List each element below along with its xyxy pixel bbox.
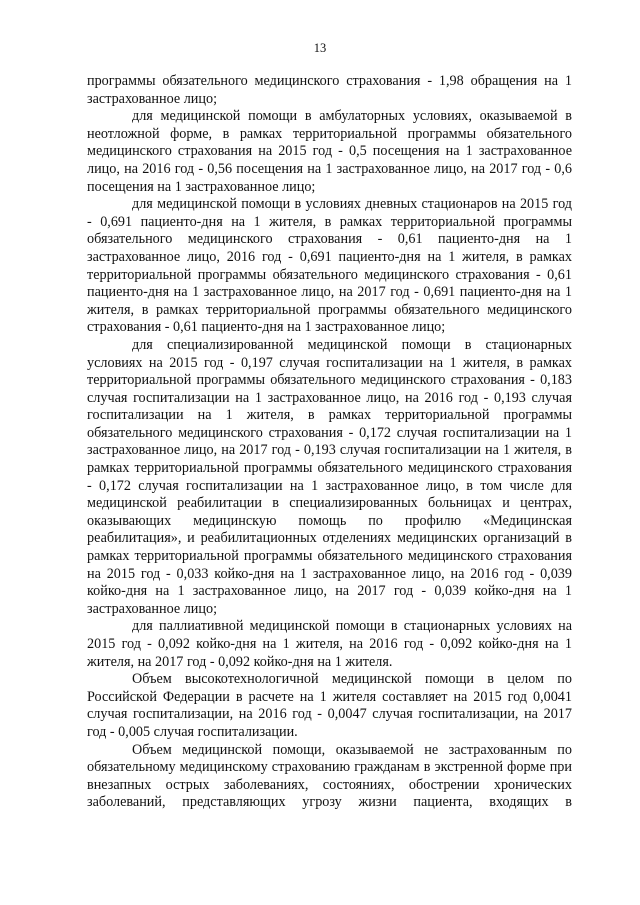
paragraph-palliative-care: для паллиативной медицинской помощи в стационарных условиях на 2015 год - 0,092 койко-дня на 1 жителя, на 2016 год - 0,092 койко-дня на 1 жителя, на 2017 год - 0,092 койко-дня на 1 жителя. <box>87 618 572 670</box>
body-text <box>87 73 572 812</box>
paragraph-ambulatory-continuation: программы обязательного медицинского страхования - 1,98 обращения на 1 застрахованное лицо; <box>87 73 572 107</box>
paragraph-specialized-inpatient: для специализированной медицинской помощи в стационарных условиях на 2015 год - 0,197 случая госпитализации на 1 жителя, в рамках территориальной программы обязательного медицинского страхования - 0,183 случая госпитализации на 1 застрахованное лицо, на 2016 год - 0,193 случая госпитализации на 1 жителя, в рамках территориальной программы обязательного медицинского страхования - 0,172 случая госпитализации на 1 застрахованное лицо, на 2017 год - 0,193 случая госпитализации на 1 жителя, в рамках территориальной программы обязательного медицинского страхования - 0,172 случая госпитализации на 1 застрахованное лицо, в том числе для медицинской реабилитации в специализированных больницах и центрах, оказывающих медицинскую помощь по профилю «Медицинская реабилитация», и реабилитационных отделениях медицинских организаций в рамках территориальной программы обязательного медицинского страхования на 2015 год - 0,033 койко-дня на 1 застрахованное лицо, на 2016 год - 0,039 койко-дня на 1 застрахованное лицо, на 2017 год - 0,039 койко-дня на 1 застрахованное лицо; <box>87 336 572 617</box>
paragraph-high-tech-care: Объем высокотехнологичной медицинской помощи в целом по Российской Федерации в расчете на 1 жителя составляет на 2015 год 0,0041 случая госпитализации, на 2016 год - 0,0047 случая госпитализации, на 2017 год - 0,005 случая госпитализации. <box>87 671 572 740</box>
paragraph-emergency-ambulatory: для медицинской помощи в амбулаторных условиях, оказываемой в неотложной форме, в рамках территориальной программы обязательного медицинского страхования на 2015 год - 0,5 посещения на 1 застрахованное лицо, на 2016 год - 0,56 посещения на 1 застрахованное лицо, на 2017 год - 0,6 посещения на 1 застрахованное лицо; <box>87 108 572 195</box>
paragraph-uninsured-emergency: Объем медицинской помощи, оказываемой не застрахованным по обязательному медицинскому страхованию гражданам в экстренной форме при внезапных острых заболеваниях, состояниях, обострении хронических заболеваний, представляющих угрозу жизни пациента, входящих в <box>87 741 572 811</box>
page-number: 13 <box>313 41 327 55</box>
paragraph-day-hospital: для медицинской помощи в условиях дневных стационаров на 2015 год - 0,691 пациенто-дня на 1 жителя, в рамках территориальной программы обязательного медицинского страхования - 0,61 пациенто-дня на 1 застрахованное лицо, 2016 год - 0,691 пациенто-дня на 1 жителя, в рамках территориальной программы обязательного медицинского страхования - 0,61 пациенто-дня на 1 застрахованное лицо, на 2017 год - 0,691 пациенто-дня на 1 жителя, в рамках территориальной программы обязательного медицинского страхования - 0,61 пациенто-дня на 1 застрахованное лицо; <box>87 196 572 336</box>
